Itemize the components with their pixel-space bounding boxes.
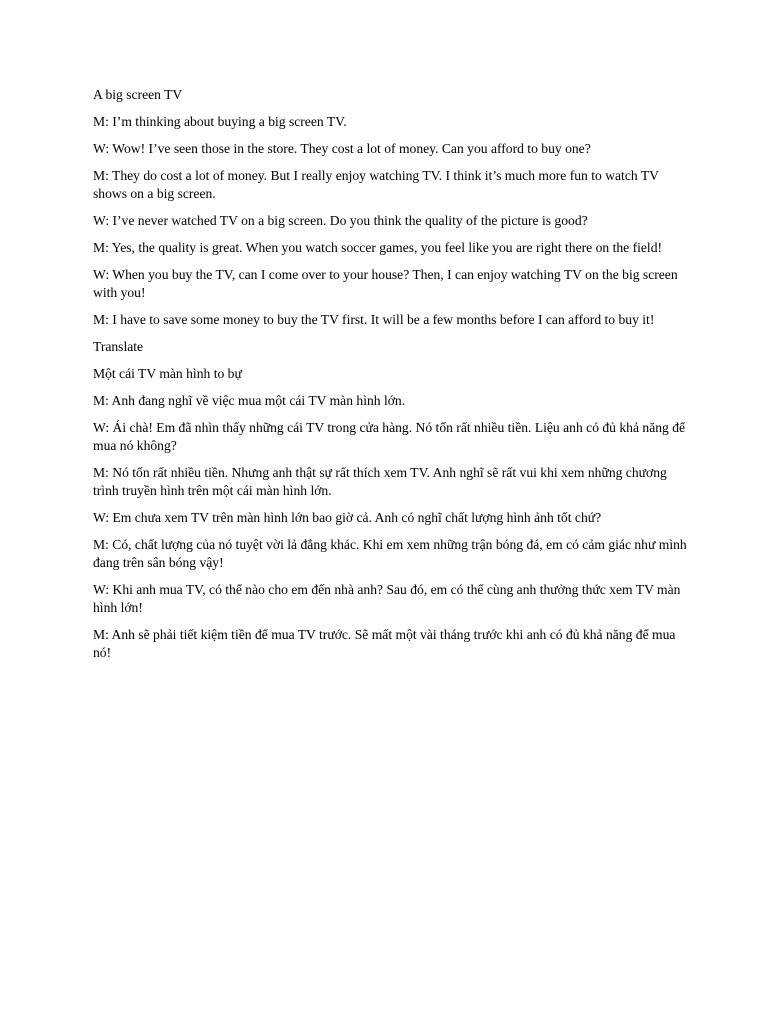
- translated-line-7: M: Anh sẽ phải tiết kiệm tiền để mua TV trước. Sẽ mất một vài tháng trước khi anh có đủ khả năng để mua nó!: [93, 627, 676, 660]
- translated-line-5: M: Có, chất lượng của nó tuyệt vời lả đẳng khác. Khi em xem những trận bóng đá, em có cảm giác như mình đang trên sân bóng vậy!: [93, 537, 687, 570]
- dialogue-line-5: M: Yes, the quality is great. When you watch soccer games, you feel like you are right there on the field!: [93, 240, 663, 255]
- translate-heading: Translate: [93, 339, 144, 354]
- translated-line-6: W: Khi anh mua TV, có thể nào cho em đến nhà anh? Sau đó, em có thể cùng anh thưởng thức xem TV màn hình lớn!: [93, 582, 681, 615]
- dialogue-line-1: M: I’m thinking about buying a big screen TV.: [93, 114, 347, 129]
- dialogue-line-6: W: When you buy the TV, can I come over to your house? Then, I can enjoy watching TV on the big screen with you!: [93, 267, 678, 300]
- dialogue-line-4: W: I’ve never watched TV on a big screen. Do you think the quality of the picture is good?: [93, 213, 588, 228]
- translated-line-2: W: Ái chà! Em đã nhìn thấy những cái TV trong cửa hàng. Nó tốn rất nhiều tiền. Liệu anh có đủ khả năng để mua nó không?: [93, 420, 686, 453]
- translated-line-3: M: Nó tốn rất nhiều tiền. Nhưng anh thật sự rất thích xem TV. Anh nghĩ sẽ rất vui khi xem những chương trình truyền hình trên một cái màn hình lớn.: [93, 465, 667, 498]
- dialogue-line-7: M: I have to save some money to buy the TV first. It will be a few months before I can afford to buy it!: [93, 312, 655, 327]
- dialogue-line-3: M: They do cost a lot of money. But I really enjoy watching TV. I think it’s much more fun to watch TV shows on a big screen.: [93, 168, 659, 201]
- translated-line-4: W: Em chưa xem TV trên màn hình lớn bao giờ cả. Anh có nghĩ chất lượng hình ảnh tốt chứ?: [93, 510, 602, 525]
- translated-title: Một cái TV màn hình to bự: [93, 366, 242, 381]
- translated-line-1: M: Anh đang nghĩ về việc mua một cái TV màn hình lớn.: [93, 393, 406, 408]
- document-title: A big screen TV: [93, 87, 183, 102]
- dialogue-line-2: W: Wow! I’ve seen those in the store. They cost a lot of money. Can you afford to buy one?: [93, 141, 591, 156]
